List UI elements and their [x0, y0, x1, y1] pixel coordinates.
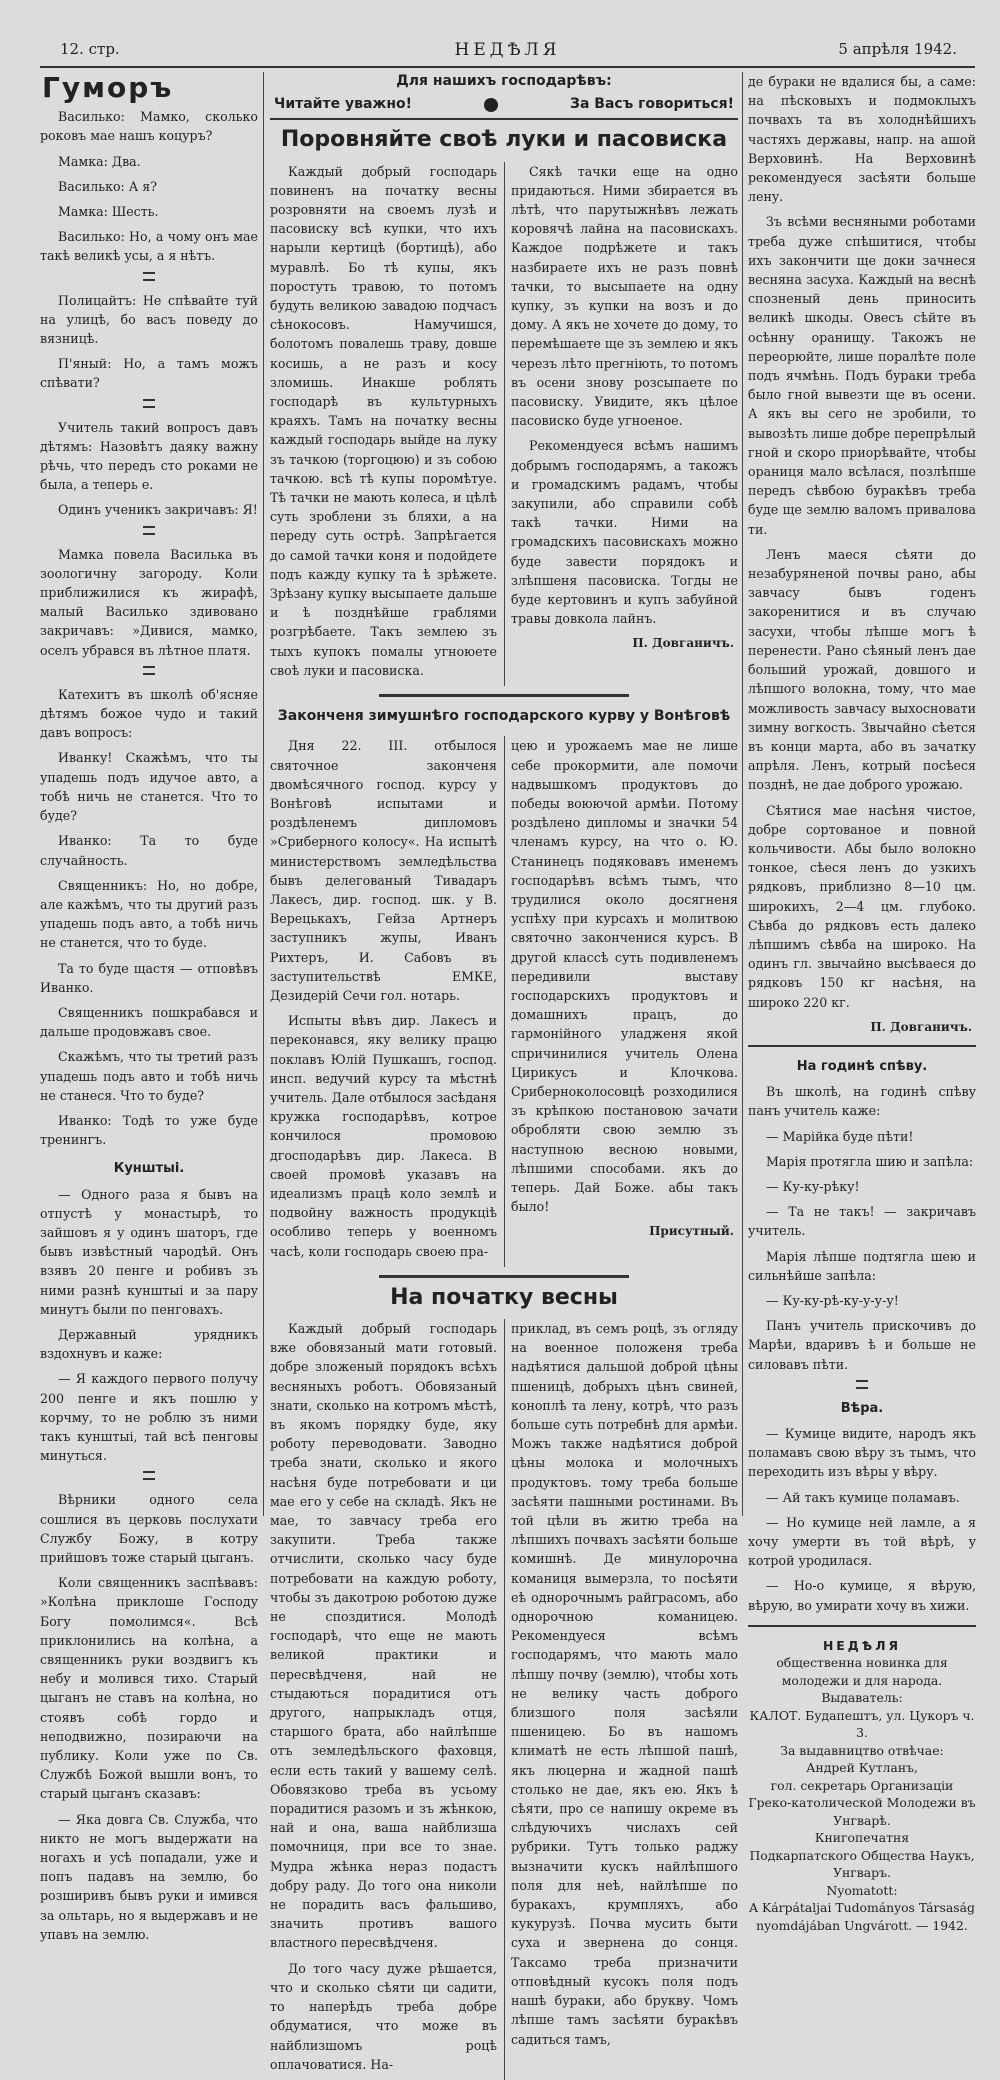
joke-line: Державный урядникъ вздохнувъ и каже: — [40, 1326, 258, 1362]
humor-column — [40, 71, 258, 1942]
section-rule — [748, 1045, 976, 1047]
imprint-line: Книгопечатня — [814, 1830, 910, 1846]
separator — [143, 272, 155, 281]
joke-block — [40, 291, 258, 393]
paragraph: — Но-о кумице, я вѣрую, вѣрую, во умирати хочу въ хижи. — [748, 1578, 976, 1613]
joke-line: Василько: Мамко, сколько роковъ мае нашъ коцуръ? — [40, 109, 258, 144]
imprint-line: Nyomatott: — [826, 1882, 898, 1898]
column-divider — [742, 72, 743, 1516]
section-subtitle: На годинѣ спѣву. — [796, 1058, 928, 1074]
column-divider — [263, 72, 264, 1516]
paragraph: Рекомендуеся всѣмъ нашимъ добрымъ господарямъ, а такожъ и громадскимъ радамъ, чтобы закупили, або справили собѣ такѣ тачки. Ними на громадскихъ пасовискахъ можно буде завести порядокъ и злѣпшеня пасовиска. Тогды не буде кертовинъ и купъ забуйной травы довкола лайнъ. — [511, 438, 738, 627]
separator — [143, 1471, 155, 1480]
joke-line: Мамка: Шесть. — [58, 204, 159, 220]
article-col-right — [511, 736, 738, 1266]
article-col-left — [270, 736, 497, 1266]
page-number: 12. стр. — [60, 40, 120, 58]
banner-left: Читайте уважно! — [274, 96, 413, 113]
joke-line: Коли священникъ заспѣвавъ: »Колѣна приклоше Господу Богу помолимся«. Всѣ приклонились на колѣна, а священникъ руки воздвигъ къ небу и молився тихо. Старый цыганъ не ставъ на колѣна, но стоявъ собѣ гордо и неподвижно, позираючи на публику. Коли уже по Св. Службѣ Божой вышли вонъ, то старый цыганъ сказавъ: — [40, 1575, 258, 1802]
paragraph: — Ку-ку-рѣку! — [766, 1178, 860, 1194]
imprint-name: НЕДѢЛЯ — [822, 1637, 902, 1653]
separator — [143, 399, 155, 408]
joke-line: Священникъ: Но, но добре, але кажѣмъ, что ты другий разъ упадешь подъ авто, а тобѣ ничь не станется, что то буде. — [40, 877, 258, 951]
right-column — [748, 72, 976, 1933]
masthead — [40, 38, 975, 68]
paragraph: де бураки не вдалися бы, а саме: на пѣсковыхъ и подмоклыхъ почвахъ та въ холоднѣйшихъ частяхъ державы, напр. на ашой Верховинѣ. На Верховинѣ рекомендуеся засѣяти больше лену. — [748, 74, 976, 205]
joke-line: Священникъ пошкрабався и дальше продовжавъ свое. — [40, 1004, 258, 1040]
paragraph: — Ай такъ кумице поламавъ. — [766, 1489, 960, 1505]
imprint-line: КАЛОТ. Будапештъ, ул. Цукоръ ч. 3. — [749, 1707, 975, 1741]
paragraph: — Но кумице ней ламле, а я хочу умерти въ той вѣрѣ, у котрой уродилася. — [748, 1514, 976, 1569]
imprint-line: общественна новинка для молодежи и для народа. — [776, 1655, 948, 1688]
paragraph: Дня 22. III. отбылося святочное законченя двомѣсячного господ. курсу у Вонѣговѣ испытами и роздѣленемъ дипломовъ »Сриберного колосу«. На испытѣ министерствомъ земледѣльства бывъ делегованый Тивадаръ Лакесъ, дир. господ. шк. у В. Верецькахъ, Гейза Артнеръ заступникъ жупы, Иванъ Рихтеръ, И. Сабовъ въ заступительствѣ ЕМКЕ, Дезидерій Сечи гол. нотарь. — [270, 738, 497, 1003]
joke-line: Одинъ ученикъ закричавъ: Я! — [58, 502, 258, 518]
column-divider — [504, 1319, 505, 2080]
paragraph: — Та не такъ! — закричавъ учитель. — [748, 1204, 976, 1239]
section-subtitle: Кунштыi. — [113, 1161, 185, 1177]
paragraph: — Марійка буде пѣти! — [766, 1128, 914, 1144]
joke-line: П'яный: Но, а тамъ можъ спѣвати? — [40, 356, 258, 391]
signature: П. Довганичъ. — [632, 636, 734, 651]
imprint-line: гол. секретарь Организаціи Греко-католической Молодежи въ Унгварѣ. — [748, 1777, 976, 1828]
joke-block — [40, 1185, 258, 1466]
joke-line: Мамка повела Василька въ зоологичну загороду. Коли приближилися къ жирафѣ, малый Василько здивовано закричавъ: »Дивися, мамко, оселъ убрався въ лѣтное платя. — [40, 546, 258, 658]
imprint-line: Подкарпатского Общества Наукъ, — [749, 1847, 975, 1863]
section-rule — [748, 1625, 976, 1627]
column-divider — [504, 736, 505, 1266]
banner-right: За Васъ говориться! — [570, 96, 734, 113]
section-subtitle: Вѣра. — [840, 1400, 884, 1416]
separator — [143, 526, 155, 535]
paragraph: Сякѣ тачки еще на одно придаються. Ними збирается въ лѣтѣ, что парутыжнѣвъ лежать коровячѣ лайна на пасовискахъ. Каждое подрѣжете и такъ назбираете ихъ не разъ повнѣ тачки, то высыпаете на одну купку, зъ купки на возъ и до дому. А якъ не хочете до дому, то перемѣшаете ще зъ землею и якъ черезъ лѣто прегніють, то потомъ въ осени знову розсыпаете по пасовиску. Увидите, якъ цѣлое пасовиско буде угноеное. — [511, 163, 738, 429]
paragraph: — Кумице видите, народъ якъ поламавъ свою вѣру зъ тымъ, что переходить изъ вѣры у вѣру. — [748, 1426, 976, 1480]
article-body — [270, 1319, 738, 2080]
article-title: Законченя зимушнѣго господарского курву у Вонѣговѣ — [277, 708, 731, 725]
paragraph: Панъ учитель прискочивъ до Марѣи, вдаривъ ѣ и больше не силовавъ пѣти. — [748, 1318, 976, 1372]
paragraph: Марія лѣпше подтягла шею и сильнѣйше запѣла: — [748, 1248, 976, 1283]
paragraph: Сѣятися мае насѣня чистое, добре сортованое и повной кольчивости. Абы было волокно тонкое, сѣеся ленъ до узкихъ рядковъ, приблизно 8—10 цм. широкихъ, 2—4 цм. глубоко. Сѣвба до рядковъ есть далеко лѣпшимъ сѣвба на широко. На одинъ гл. звычайно высѣваеся до рядковъ 150 кг насѣня, на широко 220 кг. — [748, 802, 976, 1010]
separator — [143, 666, 155, 675]
banner-line1: Для нашихъ господарѣвъ: — [396, 73, 612, 89]
joke-line: Иванку! Скажѣмъ, что ты упадешь подъ идучое авто, а тобѣ ничь не станется. Что то буде? — [40, 750, 258, 824]
section-rule — [379, 694, 629, 697]
joke-block — [40, 107, 258, 265]
joke-line: Вѣрники одного села сошлися въ церковь послухати Службу Божу, в котру прийшовъ тоже старый цыганъ. — [40, 1492, 258, 1565]
joke-line: Полицайтъ: Не спѣвайте туй на улицѣ, бо васъ поведу до вязницѣ. — [40, 292, 258, 347]
joke-line: Та то буде щастя — отповѣвъ Иванко. — [40, 960, 258, 995]
imprint-line: Унгваръ. — [833, 1865, 891, 1881]
paragraph: цею и урожаемъ мае не лише себе прокормити, але помочи надвышкомъ продуктовъ до победы воюючой армѣи. Потому роздѣлено дипломы и значки 54 членамъ курсу, на что о. Ю. Станинецъ подяковавъ именемъ господарѣвъ всѣмъ тымъ, что трудилися около досягненя успѣху при курсахъ и молитвою святочно законченися курсъ. В другой классѣ суть подивленемъ передивили выставу господарскихъ продуктовъ и домашнихъ працъ, до гармонійного уладженя якой спричинилися учитель Олена Цирикусъ и Клочкова. Сриберноколосовцѣ розходилися зъ крѣпкою постановою зачати обробляти свою землю зъ наступною весною новыми, лѣпшими способами. якъ до теперь. Дай Боже. абы такъ было! — [511, 738, 738, 1215]
dot-icon — [484, 98, 498, 112]
imprint-line: Выдаватель: — [821, 1690, 903, 1706]
article-col-left — [270, 162, 497, 686]
imprint-line: Андрей Кутланъ, — [806, 1760, 918, 1776]
paragraph: До того часу дуже рѣшается, что и сколько сѣяти ци садити, то наперѣдъ треба добре обдуматися, что може въ найблизшомъ роцѣ оплачоватися. На- — [270, 1960, 497, 2072]
banner — [270, 72, 738, 120]
paragraph: Марія протягла шию и запѣла: — [766, 1153, 974, 1169]
article-title: На початку весны — [390, 1284, 618, 1310]
article-col-right — [511, 1319, 738, 2080]
masthead-title: НЕДѢЛЯ — [454, 40, 561, 60]
joke-block — [40, 418, 258, 520]
joke-line: Василько: Но, а чому онъ мае такѣ великѣ усы, а я нѣтъ. — [40, 229, 258, 264]
joke-line: — Одного раза я бывъ на отпустѣ у монастырѣ, то зайшовъ я у одинъ шаторъ, где бывъ извѣстный чародѣй. Онъ взявъ 20 пенге и робивъ зъ ними разнѣ кунштыi и за пару минутъ были по пенговахъ. — [40, 1186, 258, 1317]
joke-line: — Яка довга Св. Служба, что никто не могъ выдержати на ногахъ и усѣ попадали, уже и попъ падавъ на землю, бо розширивъ бывъ руки и имився за ольтарь, но я выдержавъ и не упавъ на землю. — [40, 1811, 258, 1942]
paragraph: Каждый добрый господарь вже обовязаный мати готовый. добре зложеный порядокъ всѣхъ весняныхъ роботъ. Обовязаный знати, сколько на котромъ мѣстѣ, въ якомъ порядку буде, яку роботу переводовати. Заводно треба знати, сколько и якого насѣня буде потребовати и ци мае его у себе на складѣ. Якъ не мае, то завчасу треба его закупити. Треба также отчислити, сколько часу буде потребовати на каждую роботу, чтобы зъ дакотрою роботою дуже не споздитися. Молодѣ господарѣ, что еще не мають великой практики и пересвѣдченя, най не стыдаються порадитися отъ другого, напрыкладъ отця, старшого брата, або найлѣпше отъ земледѣльского фаховця, если есть такий у вашему селѣ. Обовязково треба въ усьому порадитися разомъ и зъ жѣнкою, най и она, ваша найблизша помочниця, при все то знае. Мудра жѣнка нераз подастъ добру раду. До того она николи не порадить васъ фальшиво, значить противъ вашого властного пересвѣдченя. — [270, 1320, 497, 1951]
signature: Присутный. — [649, 1224, 734, 1239]
joke-line: Иванко: Та то буде случайность. — [40, 833, 258, 868]
joke-line: Учитель такий вопросъ давъ дѣтямъ: Назовѣтъ даяку важну рѣчь, что передъ сто роками не была, а теперь е. — [40, 419, 258, 493]
joke-line: Василько: А я? — [58, 178, 158, 194]
imprint-line: A Kárpátaljai Tudományos Társaság nyomdájában Ungvárott. — 1942. — [749, 1900, 975, 1933]
section-rule — [379, 1275, 629, 1278]
humor-title: Гуморъ — [42, 71, 174, 104]
banner-line2 — [270, 95, 738, 114]
article-col-right — [511, 162, 738, 686]
joke-block — [40, 685, 258, 1149]
joke-block — [40, 1490, 258, 1944]
joke-line: — Я каждого первого получу 200 пенге и якъ пошлю у корчму, то не роблю зъ ними такъ кунштыi, тай всѣ пенговы минуться. — [40, 1371, 258, 1464]
joke-block — [40, 545, 258, 660]
issue-date: 5 апрѣля 1942. — [838, 40, 957, 58]
joke-line: Мамка: Два. — [58, 153, 141, 169]
article-col-left — [270, 1319, 497, 2080]
article-body — [270, 736, 738, 1266]
column-divider — [504, 162, 505, 686]
paragraph: Зъ всѣми весняными роботами треба дуже спѣшитися, чтобы ихъ закончити ще доки зачнеся весняна засуха. Каждый на веснѣ спозненый день приносить великѣ шкоды. Овесъ сѣйте въ осѣнну оранищу. Такожъ не переорюйте, лише поралѣте поле подъ ячмѣнь. Подъ бураки треба было гной вывезти ще въ осени. А якъ вы сего не зробили, то вывозѣть лише добре перепрѣлый гной и скоро приорѣвайте, чтобы ораниця мало всѣлася, позлѣпше передъ сѣвбою буракѣвъ треба буде ще землю валомъ привалова ти. — [748, 214, 976, 537]
paragraph: Ленъ маеся сѣяти до незабуряненой почвы рано, абы завчасу бывъ годенъ закоренитися и въ случаю засухи, чтобы лѣпше могъ ѣ перенести. Рано сѣяный ленъ дае больший урожай, довшого и лѣпшого волокна, тому, что мае можливость завчасу выхосновати зимну вогкость. Звычайно сѣется въ конци марта, або въ зачатку апрѣля. Ленъ, котрый посѣеся позднѣ, не дае доброго урожаю. — [748, 546, 976, 793]
imprint — [748, 1637, 976, 1935]
signature: П. Довганичъ. — [870, 1019, 972, 1034]
article-body — [270, 162, 738, 686]
article-title: Поровняйте своѣ луки и пасовиска — [280, 127, 728, 153]
paragraph: Испыты вѣвъ дир. Лакесъ и переконався, яку велику працю поклавъ Юлій Пушкашъ, господ. инсп. ведучий курсу та мѣстнѣ учитель. Дале отбылося засѣданя кружка господарѣвъ, котрое кончилося промовою дгосподарѣвъ дир. Лакеса. В своей промовѣ указавъ на идеализмъ працѣ коло землѣ и подвойну важность продукціѣ особливо теперь у военномъ часѣ, коли господарь своею пра- — [270, 1013, 497, 1259]
joke-line: Иванко: Тодѣ то уже буде тренингъ. — [40, 1112, 258, 1148]
paragraph: Въ школѣ, на годинѣ спѣву панъ учитель каже: — [748, 1084, 976, 1119]
main-column — [270, 72, 738, 2072]
paragraph: Каждый добрый господарь повиненъ на початку весны розровняти на своемъ лузѣ и пасовиску всѣ купки, что ихъ нарыли кертицѣ (бортицѣ), або муравлѣ. Бо тѣ купы, якъ поростуть травою, то потомъ будуть великою завадою подчасъ сѣнокосовъ. Намучишся, болотомъ повалешь травy, довше косишь, а не разъ и косу зломишь. Инакше роблять господарѣ въ культурныхъ краяхъ. Тамъ на початку весны каждый господарь выйде на луку зъ тачкою (торгоцюю) и зъ собою тачкою. всѣ тѣ купы поромѣтуе. Тѣ тачки не мають колеса, и цѣлѣ суть зроблени зъ бляхи, а на переду суть острѣ. Запрѣгается до самой тачки коня и подойдете подъ кажду купку та ѣ зрѣжете. Зрѣзану купку высыпаете дальше и ѣ позднѣйше граблями розгрѣбаете. Такъ землею зъ тыхъ купокъ помалы угноюете своѣ луки и пасовиска. — [270, 163, 497, 678]
paragraph: — Ку-ку-рѣ-ку-у-у-у! — [766, 1292, 899, 1308]
paragraph: приклад, въ семъ роцѣ, зъ огляду на военное положеня треба надѣятися дальшой доброй цѣны пшеницѣ, добрыхъ цѣнъ свиней, коноплѣ та лену, котрѣ, что разъ больше суть потребнѣ для армѣи. Можъ также надѣятися доброй цѣны молока и молочныхъ продуктовъ. тому треба больше засѣяти пашными ростинами. Въ той цѣли въ житю треба на лѣпшихъ почвахъ засѣяти больше комишнѣ. Де минулорочна команиця вымерзла, то посѣяти еѣ однорочнымъ райграсомъ, або однорочною команицею. Рекомендуеся всѣмъ господарямъ, что мають мало лѣпшу почву (землю), чтобы хоть не велику часть доброго близшого поля засѣяли пшеницею. Бо въ нашомъ климатѣ не есть лѣпшой пашѣ, якъ люцерна и жадной пашѣ столько не дае, якъ ею. Якъ ѣ сѣяти, про се напишу окреме въ слѣдуючихъ числахъ сей рубрики. Тутъ только раджу вызначити кускъ найлѣпшого поля для неѣ, найлѣпше по буракахъ, крумпляхъ, або кукурузѣ. Почва мусить быти суха и звернена до сонця. Таксамо треба призначити отповѣдный кусокъ поля подъ нашѣ бураки, або брукву. Чомъ лѣпше тамъ засѣяти буракѣвъ садиться тамъ, — [511, 1320, 738, 2047]
joke-line: Скажѣмъ, что ты третий разъ упадешь подъ авто и тобѣ ничь не станеся. Что то буде? — [40, 1049, 258, 1103]
joke-line: Катехитъ въ школѣ об'ясняе дѣтямъ божое чудо и такий давъ вопросъ: — [40, 686, 258, 741]
imprint-line: За выдавництво отвѣчае: — [780, 1742, 944, 1758]
separator — [856, 1380, 868, 1389]
